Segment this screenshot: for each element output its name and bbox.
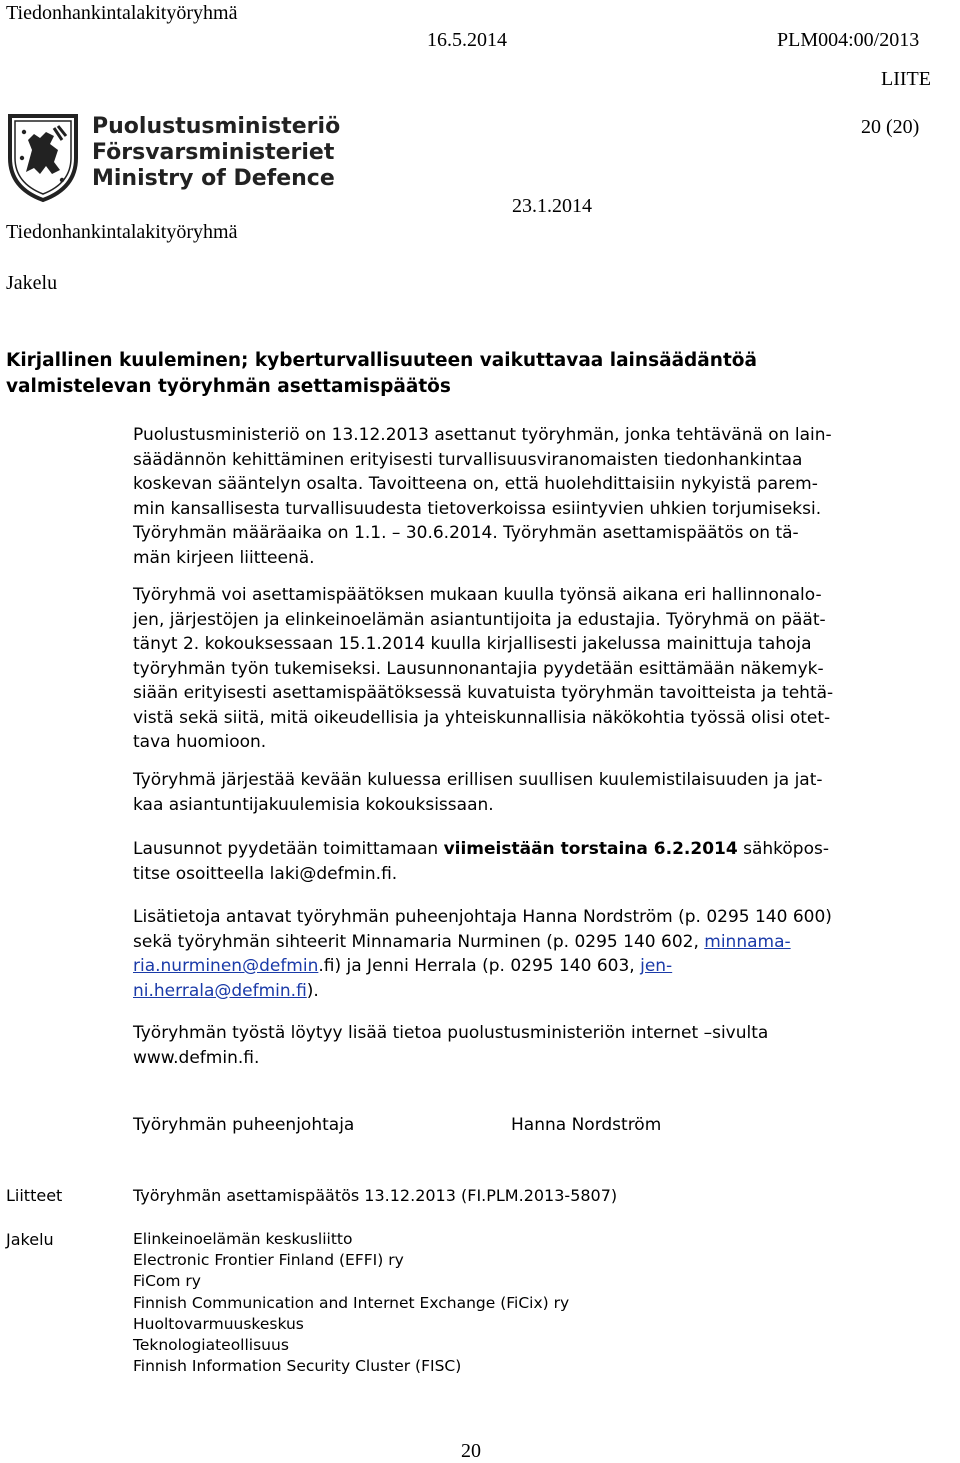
running-title: Tiedonhankintalakityöryhmä <box>6 2 238 24</box>
sender-group: Tiedonhankintalakityöryhmä <box>6 221 238 243</box>
attachment-label: LIITE <box>881 68 931 90</box>
text-line: Työryhmän määräaika on 1.1. – 30.6.2014. Työryhmän asettamispäätös on tä- <box>133 523 799 543</box>
signature-role: Työryhmän puheenjohtaja <box>133 1115 355 1135</box>
list-item: Electronic Frontier Finland (EFFI) ry <box>133 1251 404 1270</box>
contact-text: .fi) ja Jenni Herrala (p. 0295 140 603, <box>318 956 641 976</box>
distribution-list <box>133 1229 569 1377</box>
text-line: jen, järjestöjen ja elinkeinoelämän asiantuntijoita ja edustajia. Työryhmä on päät- <box>133 609 826 630</box>
deadline-tail-text: sähköpos- <box>737 839 829 859</box>
paragraph-oral-hearing <box>133 768 823 817</box>
signature-name: Hanna Nordström <box>511 1115 662 1135</box>
email-link-nurminen[interactable]: ria.nurminen@defmin <box>133 956 319 976</box>
deadline-lead-text: Lausunnot pyydetään toimittamaan <box>133 839 444 859</box>
title-line: Kirjallinen kuuleminen; kyberturvallisuuteen vaikuttavaa lainsäädäntöä <box>6 350 757 371</box>
text-line: säädännön kehittäminen erityisesti turvallisuusviranomaisten tiedonhankintaa <box>133 449 803 470</box>
distribution-label: Jakelu <box>6 1230 54 1249</box>
text-line: Työryhmä voi asettamispäätöksen mukaan kuulla työnsä aikana eri hallinnonalo- <box>133 585 822 605</box>
email-link-herrala[interactable]: ni.herrala@defmin.fi <box>133 980 307 1001</box>
contact-text: sekä työryhmän sihteerit Minnamaria Nurminen (p. 0295 140 602, <box>133 931 705 952</box>
list-item: Huoltovarmuuskeskus <box>133 1314 304 1333</box>
document-code: PLM004:00/2013 <box>777 29 920 51</box>
text-line: siään erityisesti asettamispäätöksessä kuvatuista työryhmän tavoitteista ja tehtä- <box>133 683 834 703</box>
text-line: Työryhmä järjestää kevään kuluessa erillisen suullisen kuulemistilaisuuden ja jat- <box>133 770 823 790</box>
ministry-name-fi: Puolustusministeriö <box>92 114 341 139</box>
paragraph-deadline <box>133 837 829 886</box>
text-line <box>133 930 832 955</box>
list-item: Elinkeinoelämän keskusliitto <box>133 1230 353 1248</box>
text-line: män kirjeen liitteenä. <box>133 547 315 568</box>
contact-text: ). <box>306 980 319 1001</box>
list-item: Finnish Information Security Cluster (FISC) <box>133 1357 462 1376</box>
email-link-herrala[interactable]: jen- <box>640 956 673 976</box>
text-line: www.defmin.fi. <box>133 1047 260 1068</box>
letter-date: 23.1.2014 <box>512 195 592 217</box>
ministry-wordmark <box>92 114 340 192</box>
text-line: koskevan sääntelyn osalta. Tavoitteena on, että huolehdittaisiin nykyistä parem- <box>133 474 818 494</box>
footer-page-number: 20 <box>461 1440 481 1462</box>
attachments-label: Liitteet <box>6 1186 63 1205</box>
paragraph-website <box>133 1021 768 1070</box>
distribution-heading: Jakelu <box>6 272 58 294</box>
email-link-nurminen[interactable]: minnama- <box>704 931 791 952</box>
paragraph-hearing <box>133 583 833 755</box>
page-of-count: 20 (20) <box>861 116 920 138</box>
text-line <box>133 954 832 979</box>
letter-title <box>6 348 757 400</box>
text-line: min kansallisesta turvallisuudesta tietoverkoissa esiintyvien uhkien torjumiseksi. <box>133 498 822 519</box>
text-line: Lisätietoja antavat työryhmän puheenjohtaja Hanna Nordström (p. 0295 140 600) <box>133 907 832 927</box>
title-line: valmistelevan työryhmän asettamispäätös <box>6 376 451 397</box>
text-line: vistä sekä siitä, mitä oikeudellisia ja yhteiskunnallisia näkökohtia työssä olisi otet- <box>133 707 831 728</box>
ministry-name-sv: Försvarsministeriet <box>92 140 335 165</box>
text-line: tänyt 2. kokouksessaan 15.1.2014 kuulla kirjallisesti jakelussa mainittuja tahoja <box>133 634 812 654</box>
list-item: FiCom ry <box>133 1272 201 1291</box>
text-line <box>133 837 829 862</box>
paragraph-appointment <box>133 423 832 570</box>
text-line: työryhmän työn tukemiseksi. Lausunnonantajia pyydetään esittämään näkemyk- <box>133 658 824 679</box>
deadline-date: viimeistään torstaina 6.2.2014 <box>443 839 738 859</box>
list-item: Teknologiateollisuus <box>133 1336 289 1355</box>
text-line <box>133 979 832 1004</box>
text-line: titse osoitteella laki@defmin.fi. <box>133 863 398 884</box>
text-line: kaa asiantuntijakuulemisia kokouksissaan. <box>133 794 494 815</box>
text-line: Työryhmän työstä löytyy lisää tietoa puolustusministeriön internet –sivulta <box>133 1023 769 1043</box>
coat-of-arms-logo <box>4 110 82 204</box>
print-date: 16.5.2014 <box>427 29 507 51</box>
text-line: tava huomioon. <box>133 732 267 752</box>
paragraph-contacts <box>133 905 832 1003</box>
ministry-name-en: Ministry of Defence <box>92 166 335 191</box>
attachment-item: Työryhmän asettamispäätös 13.12.2013 (FI.PLM.2013-5807) <box>133 1186 618 1205</box>
text-line: Puolustusministeriö on 13.12.2013 asettanut työryhmän, jonka tehtävänä on lain- <box>133 425 832 445</box>
list-item: Finnish Communication and Internet Exchange (FiCix) ry <box>133 1293 570 1312</box>
